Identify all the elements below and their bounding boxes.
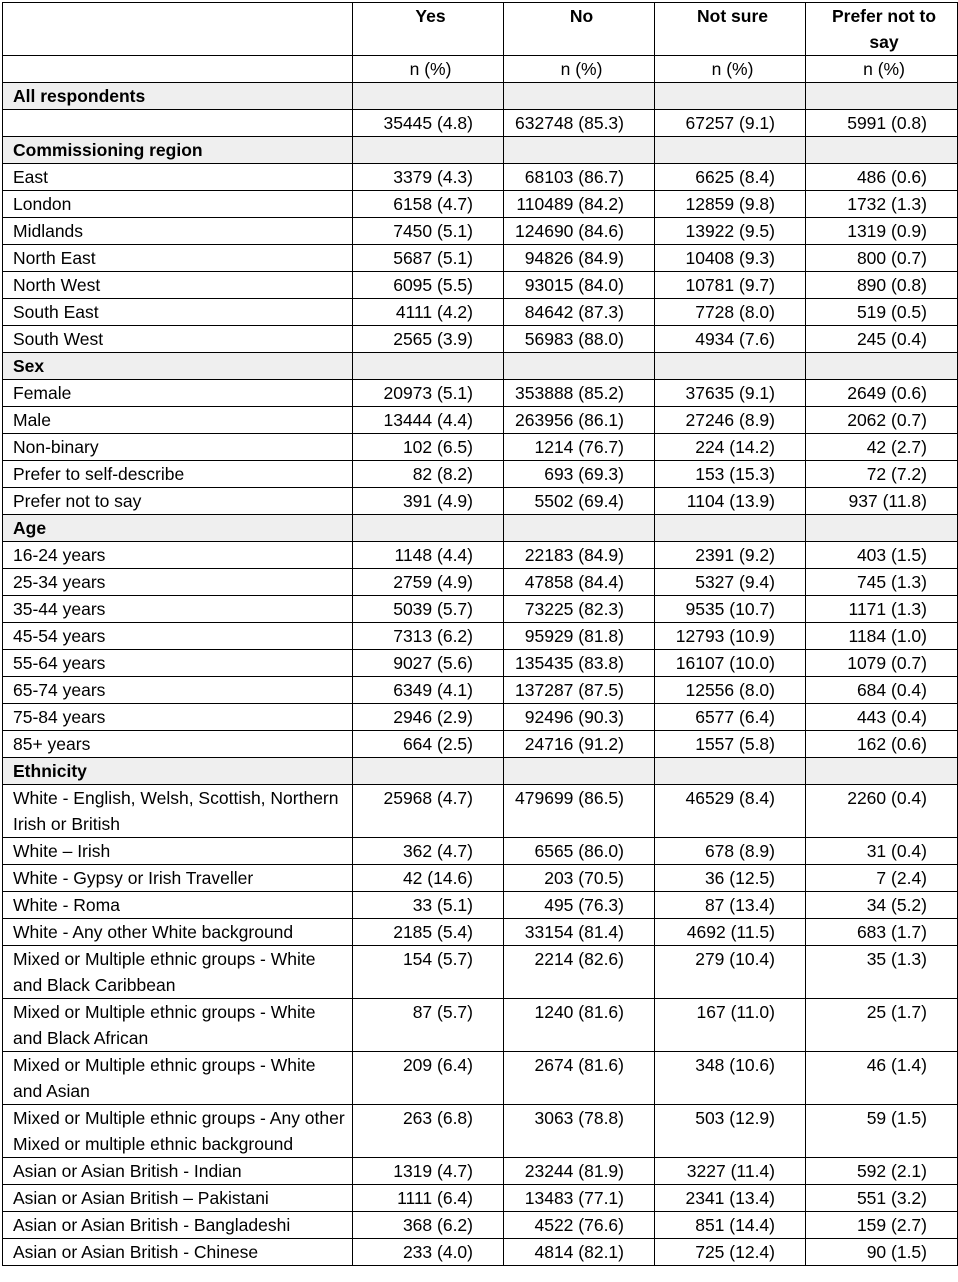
row-label: Midlands: [3, 218, 353, 245]
row-label: White – Irish: [3, 838, 353, 865]
cell-no: 73225 (82.3): [504, 596, 655, 623]
cell-not-sure: 1557 (5.8): [655, 731, 806, 758]
table-row: [3, 785, 958, 838]
cell-no: 1214 (76.7): [504, 434, 655, 461]
cell-prefer-not-to-say: 745 (1.3): [806, 569, 958, 596]
section-header-row: [3, 353, 958, 380]
header-not-sure: Not sure: [655, 3, 806, 56]
table-row: [3, 380, 958, 407]
cell-no: 693 (69.3): [504, 461, 655, 488]
cell-not-sure: 4934 (7.6): [655, 326, 806, 353]
header-prefer-not-to-say: Prefer not to say: [806, 3, 958, 56]
header-label-cell: [3, 3, 353, 56]
cell-yes: 233 (4.0): [353, 1239, 504, 1266]
row-label: 16-24 years: [3, 542, 353, 569]
cell-prefer-not-to-say: 937 (11.8): [806, 488, 958, 515]
row-label: Asian or Asian British - Indian: [3, 1158, 353, 1185]
section-header-row: [3, 515, 958, 542]
cell-prefer-not-to-say: 2260 (0.4): [806, 785, 958, 838]
table-row: [3, 892, 958, 919]
cell-yes: 20973 (5.1): [353, 380, 504, 407]
cell-no: 495 (76.3): [504, 892, 655, 919]
cell-no: 22183 (84.9): [504, 542, 655, 569]
cell-yes: 7450 (5.1): [353, 218, 504, 245]
cell-yes: 2185 (5.4): [353, 919, 504, 946]
cell-prefer-not-to-say: 403 (1.5): [806, 542, 958, 569]
row-label: Mixed or Multiple ethnic groups - White and Black African: [3, 999, 353, 1052]
table-row: [3, 731, 958, 758]
cell-not-sure: 851 (14.4): [655, 1212, 806, 1239]
section-title: All respondents: [3, 83, 353, 110]
cell-not-sure: 725 (12.4): [655, 1239, 806, 1266]
table-row: [3, 946, 958, 999]
cell-not-sure: 2341 (13.4): [655, 1185, 806, 1212]
cell-no: 263956 (86.1): [504, 407, 655, 434]
cell-not-sure: 67257 (9.1): [655, 110, 806, 137]
cell-prefer-not-to-say: 1184 (1.0): [806, 623, 958, 650]
cell-prefer-not-to-say: 486 (0.6): [806, 164, 958, 191]
table-row: [3, 596, 958, 623]
cell-yes: 35445 (4.8): [353, 110, 504, 137]
cell-no: 95929 (81.8): [504, 623, 655, 650]
section-empty-cell: [655, 137, 806, 164]
table-row: [3, 1185, 958, 1212]
table-row: [3, 569, 958, 596]
cell-yes: 209 (6.4): [353, 1052, 504, 1105]
row-label: 25-34 years: [3, 569, 353, 596]
cell-prefer-not-to-say: 551 (3.2): [806, 1185, 958, 1212]
section-empty-cell: [806, 353, 958, 380]
cell-no: 13483 (77.1): [504, 1185, 655, 1212]
table-row: [3, 1052, 958, 1105]
cell-prefer-not-to-say: 1319 (0.9): [806, 218, 958, 245]
cell-yes: 2565 (3.9): [353, 326, 504, 353]
cell-not-sure: 3227 (11.4): [655, 1158, 806, 1185]
table-row: [3, 542, 958, 569]
cell-no: 479699 (86.5): [504, 785, 655, 838]
header-row: [3, 3, 958, 56]
section-empty-cell: [353, 353, 504, 380]
row-label: South East: [3, 299, 353, 326]
table-body: [3, 83, 958, 1266]
cell-yes: 6349 (4.1): [353, 677, 504, 704]
section-empty-cell: [353, 137, 504, 164]
cell-yes: 4111 (4.2): [353, 299, 504, 326]
cell-yes: 87 (5.7): [353, 999, 504, 1052]
cell-not-sure: 1104 (13.9): [655, 488, 806, 515]
cell-yes: 6158 (4.7): [353, 191, 504, 218]
row-label: Non-binary: [3, 434, 353, 461]
section-empty-cell: [806, 758, 958, 785]
cell-no: 203 (70.5): [504, 865, 655, 892]
row-label: [3, 110, 353, 137]
cell-not-sure: 153 (15.3): [655, 461, 806, 488]
cell-no: 24716 (91.2): [504, 731, 655, 758]
cell-not-sure: 4692 (11.5): [655, 919, 806, 946]
cell-yes: 9027 (5.6): [353, 650, 504, 677]
section-header-row: [3, 758, 958, 785]
cell-no: 1240 (81.6): [504, 999, 655, 1052]
cell-prefer-not-to-say: 159 (2.7): [806, 1212, 958, 1239]
table-row: [3, 461, 958, 488]
cell-prefer-not-to-say: 800 (0.7): [806, 245, 958, 272]
cell-not-sure: 7728 (8.0): [655, 299, 806, 326]
cell-not-sure: 27246 (8.9): [655, 407, 806, 434]
cell-prefer-not-to-say: 162 (0.6): [806, 731, 958, 758]
row-label: South West: [3, 326, 353, 353]
table-row: [3, 407, 958, 434]
cell-no: 47858 (84.4): [504, 569, 655, 596]
table-row: [3, 650, 958, 677]
section-empty-cell: [504, 515, 655, 542]
cell-yes: 1319 (4.7): [353, 1158, 504, 1185]
cell-yes: 102 (6.5): [353, 434, 504, 461]
section-header-row: [3, 83, 958, 110]
cell-not-sure: 224 (14.2): [655, 434, 806, 461]
cell-prefer-not-to-say: 2062 (0.7): [806, 407, 958, 434]
row-label: North East: [3, 245, 353, 272]
row-label: Mixed or Multiple ethnic groups - Any other Mixed or multiple ethnic background: [3, 1105, 353, 1158]
cell-not-sure: 46529 (8.4): [655, 785, 806, 838]
cell-no: 2674 (81.6): [504, 1052, 655, 1105]
cell-not-sure: 87 (13.4): [655, 892, 806, 919]
table-row: [3, 272, 958, 299]
section-empty-cell: [353, 758, 504, 785]
responses-table: [2, 2, 958, 1266]
table-row: [3, 1105, 958, 1158]
cell-prefer-not-to-say: 684 (0.4): [806, 677, 958, 704]
cell-no: 632748 (85.3): [504, 110, 655, 137]
cell-no: 124690 (84.6): [504, 218, 655, 245]
table-row: [3, 218, 958, 245]
cell-not-sure: 6577 (6.4): [655, 704, 806, 731]
cell-yes: 154 (5.7): [353, 946, 504, 999]
cell-yes: 368 (6.2): [353, 1212, 504, 1239]
cell-not-sure: 12793 (10.9): [655, 623, 806, 650]
cell-yes: 2946 (2.9): [353, 704, 504, 731]
cell-yes: 391 (4.9): [353, 488, 504, 515]
section-title: Ethnicity: [3, 758, 353, 785]
cell-no: 5502 (69.4): [504, 488, 655, 515]
cell-no: 33154 (81.4): [504, 919, 655, 946]
cell-yes: 5687 (5.1): [353, 245, 504, 272]
cell-prefer-not-to-say: 72 (7.2): [806, 461, 958, 488]
table-row: [3, 1239, 958, 1266]
section-empty-cell: [655, 353, 806, 380]
table-row: [3, 110, 958, 137]
units-prefer-not-to-say: n (%): [806, 56, 958, 83]
row-label: Female: [3, 380, 353, 407]
section-title: Sex: [3, 353, 353, 380]
row-label: 35-44 years: [3, 596, 353, 623]
cell-prefer-not-to-say: 7 (2.4): [806, 865, 958, 892]
cell-not-sure: 12859 (9.8): [655, 191, 806, 218]
row-label: Asian or Asian British – Pakistani: [3, 1185, 353, 1212]
row-label: London: [3, 191, 353, 218]
table-row: [3, 164, 958, 191]
cell-no: 56983 (88.0): [504, 326, 655, 353]
header-yes: Yes: [353, 3, 504, 56]
cell-yes: 664 (2.5): [353, 731, 504, 758]
cell-yes: 25968 (4.7): [353, 785, 504, 838]
table-row: [3, 919, 958, 946]
cell-no: 3063 (78.8): [504, 1105, 655, 1158]
table-row: [3, 1158, 958, 1185]
row-label: Prefer to self-describe: [3, 461, 353, 488]
row-label: White - Gypsy or Irish Traveller: [3, 865, 353, 892]
cell-yes: 1111 (6.4): [353, 1185, 504, 1212]
cell-yes: 13444 (4.4): [353, 407, 504, 434]
cell-prefer-not-to-say: 443 (0.4): [806, 704, 958, 731]
cell-yes: 3379 (4.3): [353, 164, 504, 191]
cell-no: 110489 (84.2): [504, 191, 655, 218]
table-row: [3, 865, 958, 892]
row-label: Mixed or Multiple ethnic groups - White and Asian: [3, 1052, 353, 1105]
cell-prefer-not-to-say: 2649 (0.6): [806, 380, 958, 407]
cell-not-sure: 2391 (9.2): [655, 542, 806, 569]
cell-yes: 1148 (4.4): [353, 542, 504, 569]
cell-yes: 263 (6.8): [353, 1105, 504, 1158]
cell-prefer-not-to-say: 46 (1.4): [806, 1052, 958, 1105]
cell-not-sure: 5327 (9.4): [655, 569, 806, 596]
cell-prefer-not-to-say: 1732 (1.3): [806, 191, 958, 218]
cell-prefer-not-to-say: 592 (2.1): [806, 1158, 958, 1185]
cell-not-sure: 10781 (9.7): [655, 272, 806, 299]
cell-yes: 82 (8.2): [353, 461, 504, 488]
section-title: Age: [3, 515, 353, 542]
cell-not-sure: 167 (11.0): [655, 999, 806, 1052]
table-row: [3, 299, 958, 326]
cell-no: 4522 (76.6): [504, 1212, 655, 1239]
table-row: [3, 1212, 958, 1239]
cell-yes: 6095 (5.5): [353, 272, 504, 299]
cell-no: 93015 (84.0): [504, 272, 655, 299]
cell-prefer-not-to-say: 59 (1.5): [806, 1105, 958, 1158]
cell-no: 135435 (83.8): [504, 650, 655, 677]
section-empty-cell: [504, 353, 655, 380]
cell-no: 4814 (82.1): [504, 1239, 655, 1266]
cell-yes: 7313 (6.2): [353, 623, 504, 650]
row-label: 85+ years: [3, 731, 353, 758]
table-row: [3, 191, 958, 218]
units-no: n (%): [504, 56, 655, 83]
cell-not-sure: 36 (12.5): [655, 865, 806, 892]
header-no: No: [504, 3, 655, 56]
cell-not-sure: 10408 (9.3): [655, 245, 806, 272]
row-label: North West: [3, 272, 353, 299]
cell-not-sure: 9535 (10.7): [655, 596, 806, 623]
section-empty-cell: [655, 515, 806, 542]
cell-yes: 33 (5.1): [353, 892, 504, 919]
cell-no: 6565 (86.0): [504, 838, 655, 865]
cell-yes: 362 (4.7): [353, 838, 504, 865]
table-row: [3, 677, 958, 704]
cell-no: 137287 (87.5): [504, 677, 655, 704]
units-yes: n (%): [353, 56, 504, 83]
cell-not-sure: 13922 (9.5): [655, 218, 806, 245]
section-empty-cell: [504, 758, 655, 785]
cell-prefer-not-to-say: 42 (2.7): [806, 434, 958, 461]
table-row: [3, 838, 958, 865]
cell-no: 68103 (86.7): [504, 164, 655, 191]
cell-prefer-not-to-say: 35 (1.3): [806, 946, 958, 999]
cell-no: 92496 (90.3): [504, 704, 655, 731]
section-empty-cell: [655, 83, 806, 110]
section-empty-cell: [655, 758, 806, 785]
cell-not-sure: 6625 (8.4): [655, 164, 806, 191]
section-empty-cell: [504, 83, 655, 110]
row-label: 55-64 years: [3, 650, 353, 677]
row-label: Asian or Asian British - Chinese: [3, 1239, 353, 1266]
table-row: [3, 704, 958, 731]
cell-prefer-not-to-say: 245 (0.4): [806, 326, 958, 353]
cell-not-sure: 37635 (9.1): [655, 380, 806, 407]
cell-prefer-not-to-say: 519 (0.5): [806, 299, 958, 326]
cell-not-sure: 348 (10.6): [655, 1052, 806, 1105]
row-label: 75-84 years: [3, 704, 353, 731]
row-label: Mixed or Multiple ethnic groups - White and Black Caribbean: [3, 946, 353, 999]
cell-yes: 2759 (4.9): [353, 569, 504, 596]
cell-no: 94826 (84.9): [504, 245, 655, 272]
section-empty-cell: [806, 83, 958, 110]
section-empty-cell: [806, 515, 958, 542]
cell-no: 353888 (85.2): [504, 380, 655, 407]
cell-yes: 42 (14.6): [353, 865, 504, 892]
cell-prefer-not-to-say: 683 (1.7): [806, 919, 958, 946]
table-row: [3, 488, 958, 515]
section-empty-cell: [353, 515, 504, 542]
cell-not-sure: 503 (12.9): [655, 1105, 806, 1158]
section-title: Commissioning region: [3, 137, 353, 164]
cell-not-sure: 678 (8.9): [655, 838, 806, 865]
table-row: [3, 434, 958, 461]
row-label: White - Roma: [3, 892, 353, 919]
units-row: [3, 56, 958, 83]
row-label: Male: [3, 407, 353, 434]
section-empty-cell: [353, 83, 504, 110]
cell-no: 2214 (82.6): [504, 946, 655, 999]
cell-not-sure: 12556 (8.0): [655, 677, 806, 704]
cell-no: 23244 (81.9): [504, 1158, 655, 1185]
cell-not-sure: 279 (10.4): [655, 946, 806, 999]
table-row: [3, 623, 958, 650]
row-label: White - English, Welsh, Scottish, Northern Irish or British: [3, 785, 353, 838]
cell-no: 84642 (87.3): [504, 299, 655, 326]
row-label: White - Any other White background: [3, 919, 353, 946]
cell-prefer-not-to-say: 890 (0.8): [806, 272, 958, 299]
units-label-cell: [3, 56, 353, 83]
section-header-row: [3, 137, 958, 164]
cell-yes: 5039 (5.7): [353, 596, 504, 623]
cell-prefer-not-to-say: 34 (5.2): [806, 892, 958, 919]
row-label: East: [3, 164, 353, 191]
cell-prefer-not-to-say: 5991 (0.8): [806, 110, 958, 137]
row-label: 45-54 years: [3, 623, 353, 650]
row-label: Asian or Asian British - Bangladeshi: [3, 1212, 353, 1239]
cell-prefer-not-to-say: 90 (1.5): [806, 1239, 958, 1266]
row-label: 65-74 years: [3, 677, 353, 704]
cell-prefer-not-to-say: 31 (0.4): [806, 838, 958, 865]
cell-prefer-not-to-say: 1079 (0.7): [806, 650, 958, 677]
table-row: [3, 999, 958, 1052]
section-empty-cell: [806, 137, 958, 164]
units-not-sure: n (%): [655, 56, 806, 83]
table-row: [3, 245, 958, 272]
cell-not-sure: 16107 (10.0): [655, 650, 806, 677]
row-label: Prefer not to say: [3, 488, 353, 515]
cell-prefer-not-to-say: 1171 (1.3): [806, 596, 958, 623]
cell-prefer-not-to-say: 25 (1.7): [806, 999, 958, 1052]
section-empty-cell: [504, 137, 655, 164]
table-row: [3, 326, 958, 353]
